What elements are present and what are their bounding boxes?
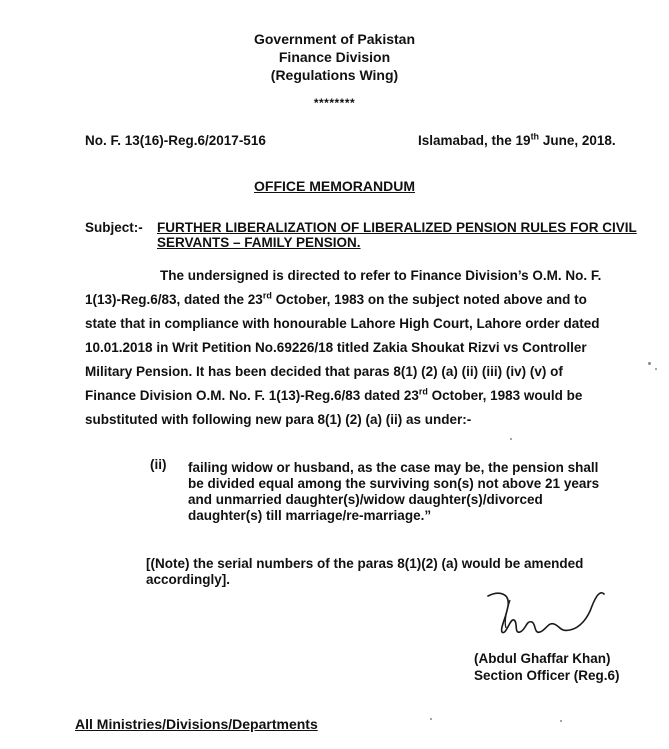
note-line-1: [(Note) the serial numbers of the paras 8(1)(2) (a) would be amended (146, 556, 584, 571)
signatory-title: Section Officer (Reg.6) (474, 668, 620, 683)
addressee: All Ministries/Divisions/Departments (75, 716, 318, 732)
body-line-2-ordinal: rd (262, 290, 272, 301)
item-line-4: daughter(s) till marriage/re-marriage.” (188, 508, 432, 523)
letterhead-division: Finance Division (278, 49, 391, 65)
body-line-6 (85, 388, 582, 403)
note-line-2: accordingly]. (146, 572, 231, 587)
memo-title: OFFICE MEMORANDUM (254, 178, 415, 194)
scan-speck (430, 718, 432, 720)
letterhead (0, 30, 669, 84)
body-line-6b: October, 1983 would be (427, 388, 583, 403)
item-line-2: be divided equal among the surviving son(s) not above 21 years (188, 476, 600, 491)
subject-text: FURTHER LIBERALIZATION OF LIBERALIZED PENSION RULES FOR CIVIL SERVANTS – FAMILY PENSION. (157, 220, 637, 250)
date-suffix: June, 2018. (539, 133, 616, 148)
handwritten-signature (480, 588, 620, 648)
scan-speck (510, 438, 512, 440)
subject-label: Subject:- (85, 220, 143, 235)
signatory-name: (Abdul Ghaffar Khan) (474, 651, 611, 666)
signatory-block (474, 650, 620, 684)
scan-speck (655, 368, 657, 370)
scan-speck (560, 720, 562, 722)
scan-speck (648, 362, 651, 365)
body-line-4: 10.01.2018 in Writ Petition No.69226/18 titled Zakia Shoukat Rizvi vs Controller (85, 340, 587, 355)
body-line-6-ordinal: rd (418, 386, 428, 397)
date-prefix: Islamabad, the 19 (418, 133, 531, 148)
body-line-1: The undersigned is directed to refer to Finance Division’s O.M. No. F. (160, 268, 602, 283)
letterhead-government: Government of Pakistan (253, 31, 416, 47)
item-line-3: and unmarried daughter(s)/widow daughter(s)/divorced (188, 492, 543, 507)
body-line-2 (85, 292, 587, 307)
body-line-6a: Finance Division O.M. No. F. 1(13)-Reg.6/83 dated 23 (85, 388, 419, 403)
reference-number: No. F. 13(16)-Reg.6/2017-516 (85, 133, 266, 148)
body-line-7: substituted with following new para 8(1) (2) (a) (ii) as under:- (85, 412, 472, 427)
item-line-1: failing widow or husband, as the case may be, the pension shall (188, 460, 599, 475)
separator-stars: ******** (313, 96, 356, 110)
place-and-date (418, 133, 616, 148)
body-line-3: state that in compliance with honourable Lahore High Court, Lahore order dated (85, 316, 600, 331)
item-label: (ii) (150, 457, 167, 472)
date-ordinal: th (530, 131, 540, 142)
letterhead-wing: (Regulations Wing) (270, 67, 399, 83)
body-line-5: Military Pension. It has been decided that paras 8(1) (2) (a) (ii) (iii) (iv) (v) of (85, 364, 563, 379)
body-line-2b: October, 1983 on the subject noted above and to (271, 292, 587, 307)
body-line-2a: 1(13)-Reg.6/83, dated the 23 (85, 292, 263, 307)
